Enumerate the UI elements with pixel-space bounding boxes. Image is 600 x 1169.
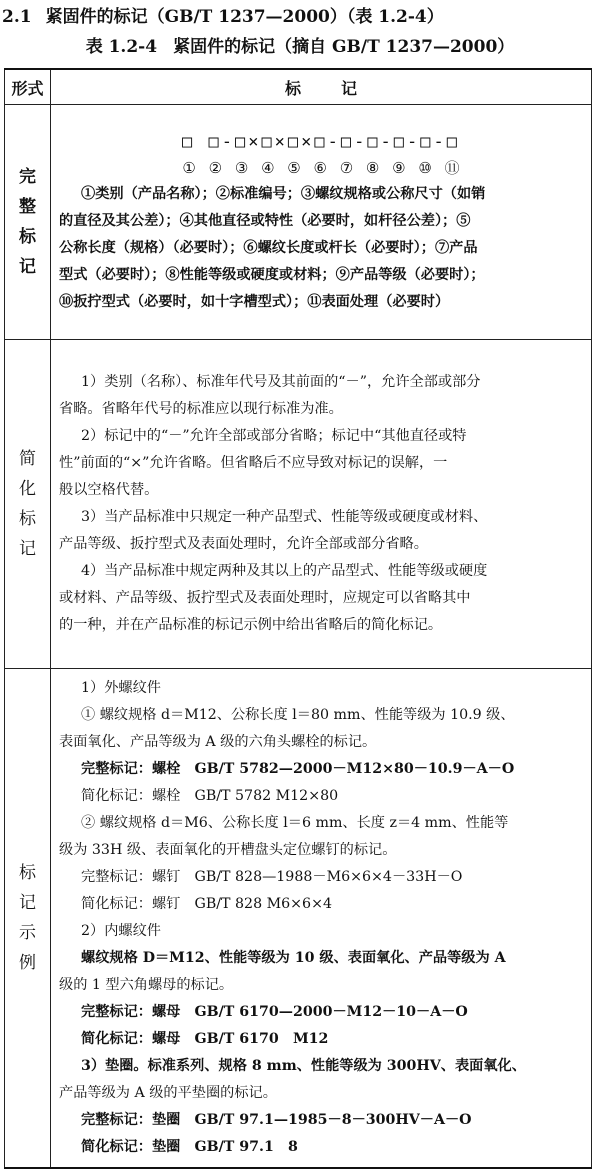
table-caption-label: 表 1.2-4 <box>85 37 158 57</box>
table-row-marking-examples <box>5 669 592 1169</box>
text-line: ⑩扳拧型式（必要时，如十字槽型式）；⑪表面处理（必要时） <box>59 293 450 310</box>
text-line: 公称长度（规格）（必要时）；⑥螺纹长度或杆长（必要时）；⑦产品 <box>59 239 478 256</box>
text-line: 产品等级为 A 级的平垫圈的标记。 <box>59 1085 277 1101</box>
section-number: 2.1 <box>2 7 32 27</box>
text-line: 3）当产品标准中只规定一种产品型式、性能等级或硬度或材料、 <box>81 509 488 525</box>
row-label-simplified-marking: 简 化 标 记 <box>5 340 51 669</box>
text-line: 性”前面的“×”允许省略。但省略后不应导致对标记的误解，一 <box>59 455 448 471</box>
section-heading <box>2 4 444 30</box>
text-line: 般以空格代替。 <box>59 482 159 498</box>
section-title: 紧固件的标记（GB/T 1237—2000）（表 1.2-4） <box>45 7 444 27</box>
text-line: 或材料、产品等级、扳拧型式及表面处理时，应规定可以省略其中 <box>59 590 471 606</box>
text-line: 简化标记：垫圈 GB/T 97.1 8 <box>81 1139 298 1155</box>
header-marking: 标记 <box>51 69 592 105</box>
text-line: 3）垫圈。标准系列、规格 8 mm、性能等级为 300HV、表面氧化、 <box>81 1058 526 1074</box>
table-row-simplified-marking <box>5 340 592 669</box>
text-line: 简化标记：螺母 GB/T 6170 M12 <box>81 1031 329 1047</box>
text-line: 完整标记：螺母 GB/T 6170—2000－M12－10－A－O <box>81 1004 468 1020</box>
text-line: ①类别（产品名称）；②标准编号；③螺纹规格或公称尺寸（如销 <box>81 185 486 202</box>
text-line: 简化标记：螺栓 GB/T 5782 M12×80 <box>81 788 339 804</box>
row-content-simplified-marking <box>51 340 592 669</box>
text-line: 完整标记：螺钉 GB/T 828—1988－M6×6×4－33H－O <box>81 869 463 885</box>
text-line: ② 螺纹规格 d＝M6、公称长度 l＝6 mm、长度 z＝4 mm、性能等 <box>81 815 509 831</box>
table-caption <box>0 34 600 60</box>
text-line: 1）类别（名称）、标准年代号及其前面的“－”，允许全部或部分 <box>81 374 481 390</box>
text-line: 产品等级、扳拧型式及表面处理时，允许全部或部分省略。 <box>59 536 428 552</box>
row-label-marking-examples: 标 记 示 例 <box>5 669 51 1169</box>
table-header-row <box>5 69 592 105</box>
text-line: 级为 33H 级、表面氧化的开槽盘头定位螺钉的标记。 <box>59 842 397 858</box>
text-line: 级的 1 型六角螺母的标记。 <box>59 977 234 993</box>
text-line: 表面氧化、产品等级为 A 级的六角头螺栓的标记。 <box>59 734 377 750</box>
row-content-full-marking <box>51 105 592 340</box>
header-form: 形式 <box>5 69 51 105</box>
text-line: 2）内螺纹件 <box>81 923 161 939</box>
text-line: 2）标记中的“－”允许全部或部分省略；标记中“其他直径或特 <box>81 428 467 444</box>
text-line: ① 螺纹规格 d＝M12、公称长度 l＝80 mm、性能等级为 10.9 级、 <box>81 707 515 723</box>
text-line: 的一种，并在产品标准的标记示例中给出省略后的简化标记。 <box>59 617 443 633</box>
text-line: 的直径及其公差）；④其他直径或特性（必要时，如杆径公差）；⑤ <box>59 212 471 229</box>
text-line: 1）外螺纹件 <box>81 680 161 696</box>
text-line: 4）当产品标准中规定两种及其以上的产品型式、性能等级或硬度 <box>81 563 488 579</box>
text-line: 型式（必要时）；⑧性能等级或硬度或材料；⑨产品等级（必要时）； <box>59 266 485 283</box>
fastener-marking-table <box>4 68 592 1169</box>
box-pattern: □ □-□×□×□×□-□-□-□-□-□ <box>182 131 460 152</box>
text-line: 省略。省略年代号的标准应以现行标准为准。 <box>59 401 343 417</box>
table-row-full-marking <box>5 105 592 340</box>
table-caption-title: 紧固件的标记（摘自 GB/T 1237—2000） <box>173 37 515 57</box>
text-line: 螺纹规格 D＝M12、性能等级为 10 级、表面氧化、产品等级为 A <box>81 950 506 966</box>
text-line: 简化标记：螺钉 GB/T 828 M6×6×4 <box>81 896 332 912</box>
circle-numbers: ① ② ③ ④ ⑤ ⑥ ⑦ ⑧ ⑨ ⑩ ⑪ <box>182 158 460 177</box>
text-line: 完整标记：螺栓 GB/T 5782—2000－M12×80－10.9－A－O <box>81 761 515 777</box>
row-label-full-marking: 完 整 标 记 <box>5 105 51 340</box>
text-line: 完整标记：垫圈 GB/T 97.1—1985－8－300HV－A－O <box>81 1112 472 1128</box>
row-content-marking-examples <box>51 669 592 1169</box>
